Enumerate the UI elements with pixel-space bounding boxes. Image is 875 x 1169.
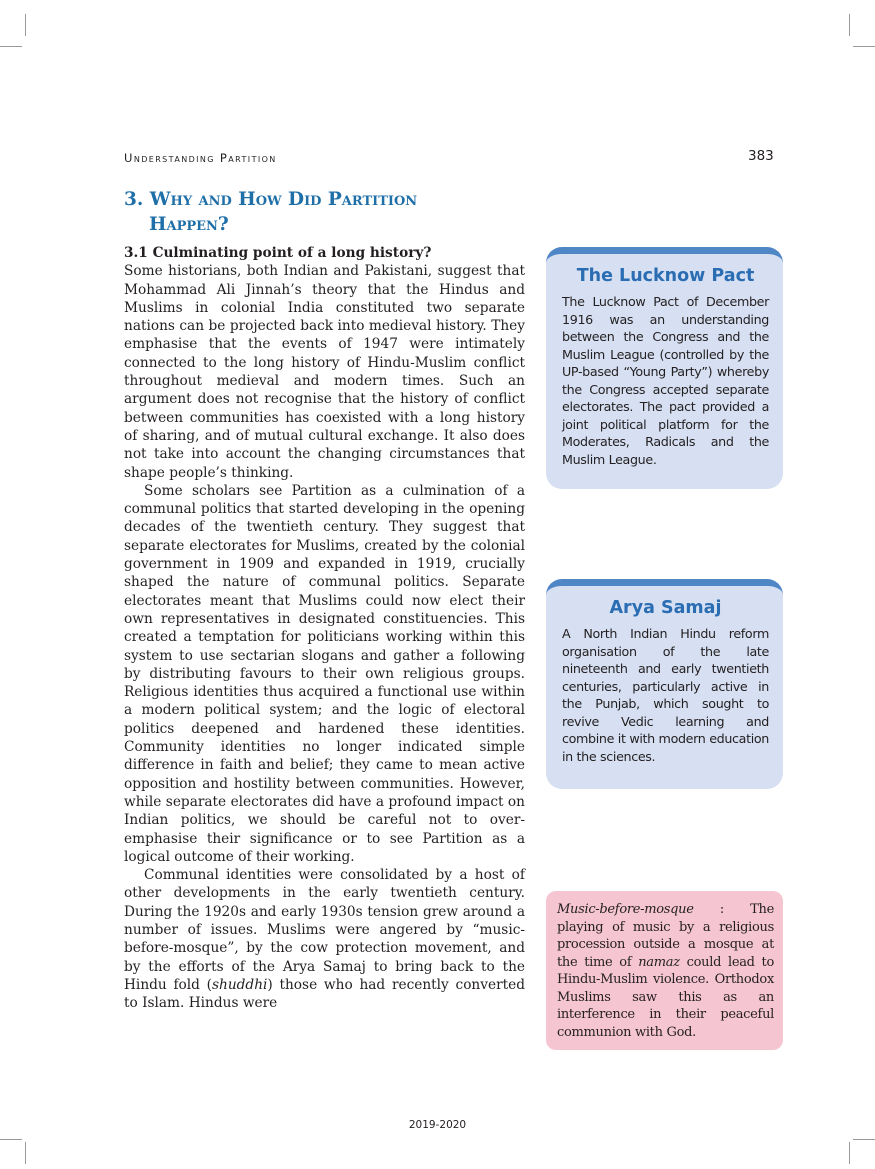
glossary-term: Music-before-mosque bbox=[557, 902, 694, 917]
crop-mark bbox=[25, 1142, 26, 1164]
glossary-italic: namaz bbox=[638, 954, 680, 970]
lucknow-pact-body: The Lucknow Pact of December 1916 was an understanding between the Congress and the Muslim League (controlled by the UP-based “Young Party”) whereby the Congress accepted separate electorates. The pact provided a joint political platform for the Moderates, Radicals and the Muslim League. bbox=[562, 294, 769, 467]
crop-mark bbox=[0, 1139, 22, 1140]
glossary-body-end: could lead to Hindu-Muslim violence. Orthodox Muslims saw this as an interference in their peaceful communion with God. bbox=[557, 954, 774, 1040]
crop-mark bbox=[853, 46, 875, 47]
paragraph-3-italic: shuddhi bbox=[212, 976, 268, 993]
arya-samaj-body: A North Indian Hindu reform organisation of the late nineteenth and early twentieth centuries, particularly active in the Punjab, which sought to revive Vedic learning and combine it with modern education in the sciences. bbox=[562, 626, 769, 764]
crop-mark bbox=[849, 1142, 850, 1164]
glossary-box bbox=[546, 891, 783, 1050]
section-title bbox=[124, 187, 524, 237]
glossary-body: The playing of music by a religious procession outside a mosque at the time of bbox=[557, 902, 774, 970]
page-number: 383 bbox=[748, 148, 774, 164]
arya-samaj-title: Arya Samaj bbox=[609, 598, 722, 618]
paragraph-3-text-end: ) those who had recently converted to Islam. Hindus were bbox=[124, 976, 525, 1012]
arya-samaj-box bbox=[546, 579, 783, 789]
paragraph-3-text: Communal identities were consolidated by a host of other developments in the early twentieth century. During the 1920s and early 1930s tension grew around a number of issues. Muslims were angered by “music-before-mosque”, by the cow protection movement, and by the efforts of the Arya Samaj to bring back to the Hindu fold ( bbox=[124, 867, 525, 993]
crop-mark bbox=[849, 14, 850, 36]
lucknow-pact-box bbox=[546, 247, 783, 489]
glossary-separator: : bbox=[693, 902, 751, 917]
lucknow-pact-title: The Lucknow Pact bbox=[576, 266, 755, 286]
paragraph-1: Some historians, both Indian and Pakistani, suggest that Mohammad Ali Jinnah’s theory that the Hindus and Muslims in colonial India constituted two separate nations can be projected back into medieval history. They emphasise that the events of 1947 were intimately connected to the long history of Hindu-Muslim conflict throughout medieval and modern times. Such an argument does not recognise that the history of conflict between communities has coexisted with a long history of sharing, and of mutual cultural exchange. It also does not take into account the changing circumstances that shape people’s thinking. bbox=[124, 263, 525, 481]
section-title-line1: 3. Why and How Did Partition bbox=[124, 189, 418, 210]
section-title-line2: Happen? bbox=[149, 214, 229, 235]
crop-mark bbox=[0, 46, 22, 47]
crop-mark bbox=[25, 14, 26, 36]
subsection-heading: 3.1 Culminating point of a long history? bbox=[124, 245, 432, 261]
footer-year: 2019-2020 bbox=[408, 1119, 467, 1131]
paragraph-3 bbox=[124, 866, 525, 1012]
crop-mark bbox=[853, 1139, 875, 1140]
running-head: Understanding Partition bbox=[124, 151, 277, 165]
main-column bbox=[124, 244, 525, 1012]
paragraph-2: Some scholars see Partition as a culmination of a communal politics that started developing in the opening decades of the twentieth century. They suggest that separate electorates for Muslims, created by the colonial government in 1909 and expanded in 1919, crucially shaped the nature of communal politics. Separate electorates meant that Muslims could now elect their own representatives in designated constituencies. This created a temptation for politicians working within this system to use sectarian slogans and gather a following by distributing favours to their own religious groups. Religious identities thus acquired a functional use within a modern political system; and the logic of electoral politics deepened and hardened these identities. Community identities no longer indicated simple difference in faith and belief; they came to mean active opposition and hostility between communities. However, while separate electorates did have a profound impact on Indian politics, we should be careful not to over-emphasise their significance or to see Partition as a logical outcome of their working. bbox=[124, 482, 525, 865]
